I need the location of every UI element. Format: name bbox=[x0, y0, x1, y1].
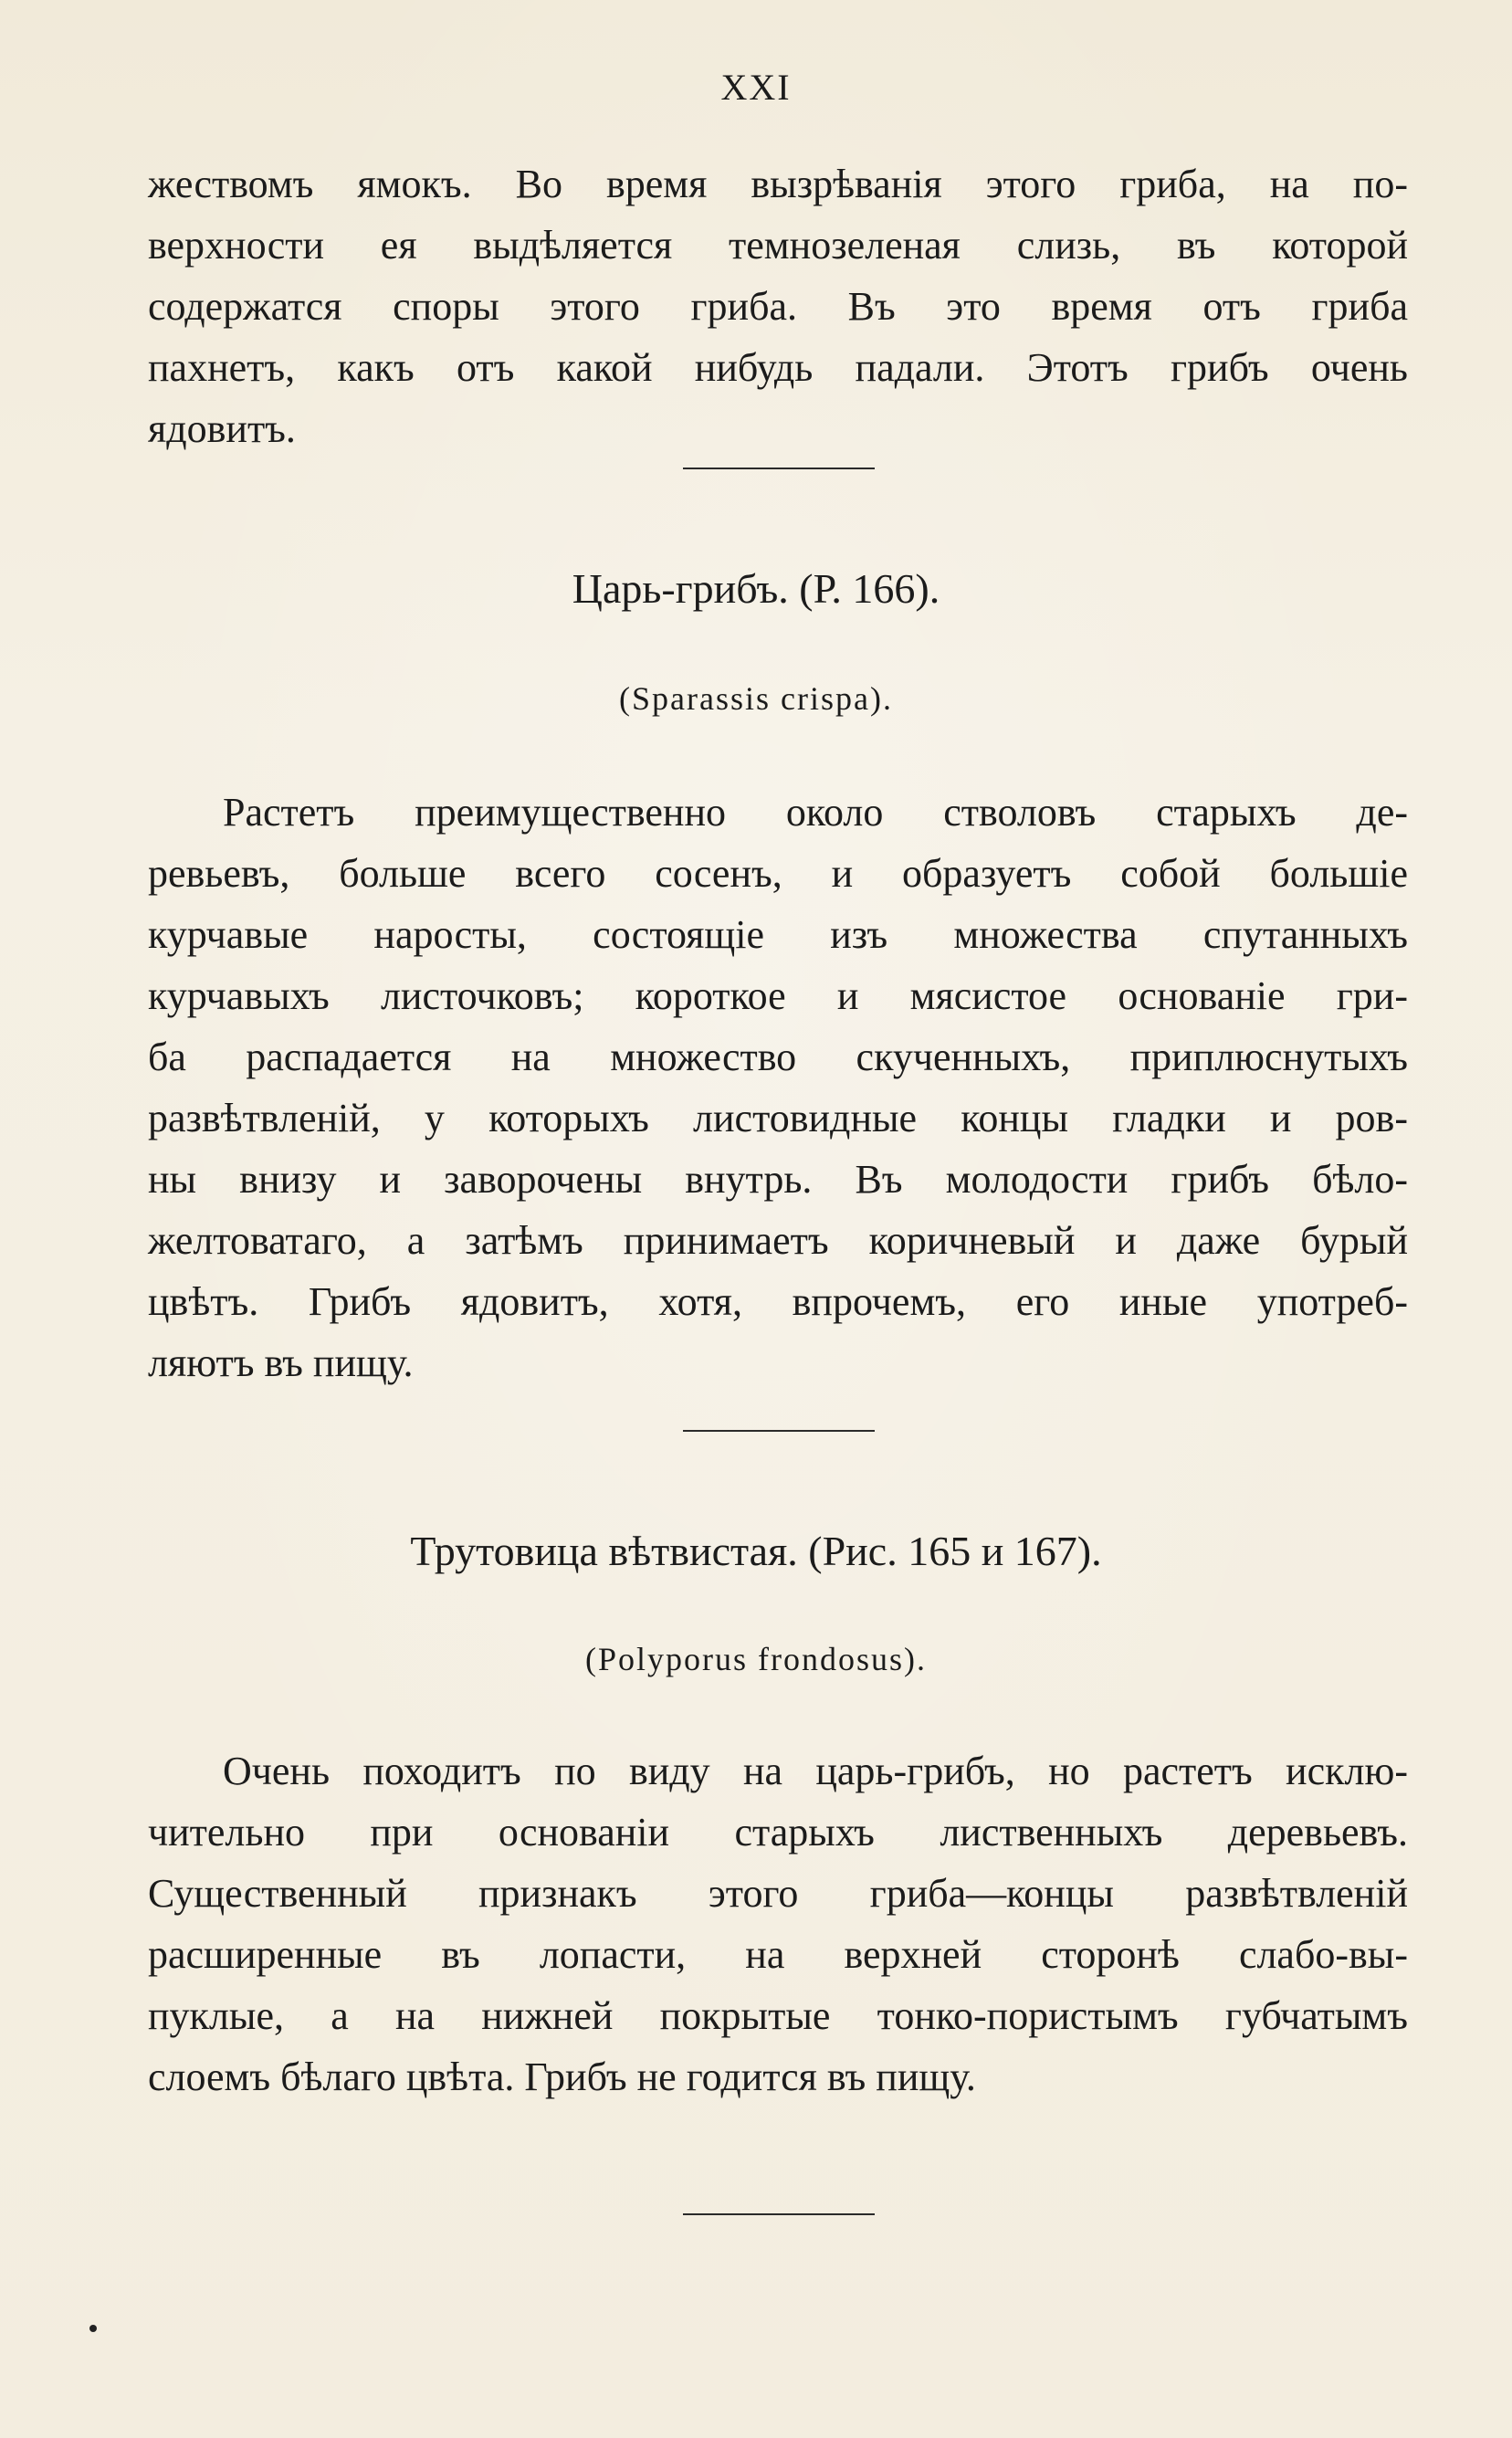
text-line: ядовитъ. bbox=[148, 406, 296, 451]
text-line: Растетъ преимущественно около стволовъ старыхъ де- bbox=[223, 790, 1408, 835]
text-line: слоемъ бѣлаго цвѣта. Грибъ не годится въ пищу. bbox=[148, 2054, 976, 2099]
text-line: расширенные въ лопасти, на верхней сторонѣ слабо-вы- bbox=[148, 1932, 1408, 1977]
section-divider bbox=[683, 2213, 875, 2215]
section-latin-name-sparassis: (Sparassis crispa). bbox=[619, 680, 893, 717]
text-line: курчавые наросты, состоящіе изъ множества спутанныхъ bbox=[148, 912, 1408, 957]
text-line: жествомъ ямокъ. Во время вызрѣванія этого гриба, на по- bbox=[148, 162, 1408, 206]
text-line: желтоватаго, а затѣмъ принимаетъ коричневый и даже бурый bbox=[148, 1218, 1408, 1263]
intro-paragraph bbox=[148, 153, 1408, 459]
text-line: ляютъ въ пищу. bbox=[148, 1340, 414, 1385]
text-line: Очень походитъ по виду на царь-грибъ, но растетъ исклю- bbox=[223, 1749, 1408, 1793]
section-divider bbox=[683, 468, 875, 469]
text-line: чительно при основаніи старыхъ лиственныхъ деревьевъ. bbox=[148, 1810, 1408, 1855]
section-latin-name-polyporus: (Polyporus frondosus). bbox=[585, 1641, 927, 1677]
text-line: ба распадается на множество скученныхъ, приплюснутыхъ bbox=[148, 1035, 1408, 1079]
section-divider bbox=[683, 1430, 875, 1432]
page-number: XXI bbox=[720, 67, 792, 108]
text-line: цвѣтъ. Грибъ ядовитъ, хотя, впрочемъ, его иные употреб- bbox=[148, 1279, 1408, 1324]
text-line: пахнетъ, какъ отъ какой нибудь падали. Этотъ грибъ очень bbox=[148, 345, 1408, 390]
section-title-tsar-grib: Царь-грибъ. (Р. 166). bbox=[572, 565, 940, 612]
section-title-trutovitsa: Трутовица вѣтвистая. (Рис. 165 и 167). bbox=[410, 1528, 1102, 1574]
text-line: содержатся споры этого гриба. Въ это время отъ гриба bbox=[148, 284, 1408, 329]
text-line: развѣтвленій, у которыхъ листовидные концы гладки и ров- bbox=[148, 1096, 1408, 1140]
text-line: ны внизу и заворочены внутрь. Въ молодости грибъ бѣло- bbox=[148, 1157, 1408, 1202]
section2-paragraph bbox=[148, 1740, 1408, 2107]
section1-paragraph bbox=[148, 782, 1408, 1393]
text-line: Существенный признакъ этого гриба—концы развѣтвленій bbox=[148, 1871, 1408, 1916]
ink-speck bbox=[89, 2325, 97, 2332]
text-line: ревьевъ, больше всего сосенъ, и образуетъ собой большіе bbox=[148, 851, 1408, 896]
text-line: курчавыхъ листочковъ; короткое и мясистое основаніе гри- bbox=[148, 973, 1408, 1018]
text-line: пуклые, а на нижней покрытые тонко-пористымъ губчатымъ bbox=[148, 1993, 1408, 2038]
text-line: верхности ея выдѣляется темнозеленая слизь, въ которой bbox=[148, 223, 1408, 268]
